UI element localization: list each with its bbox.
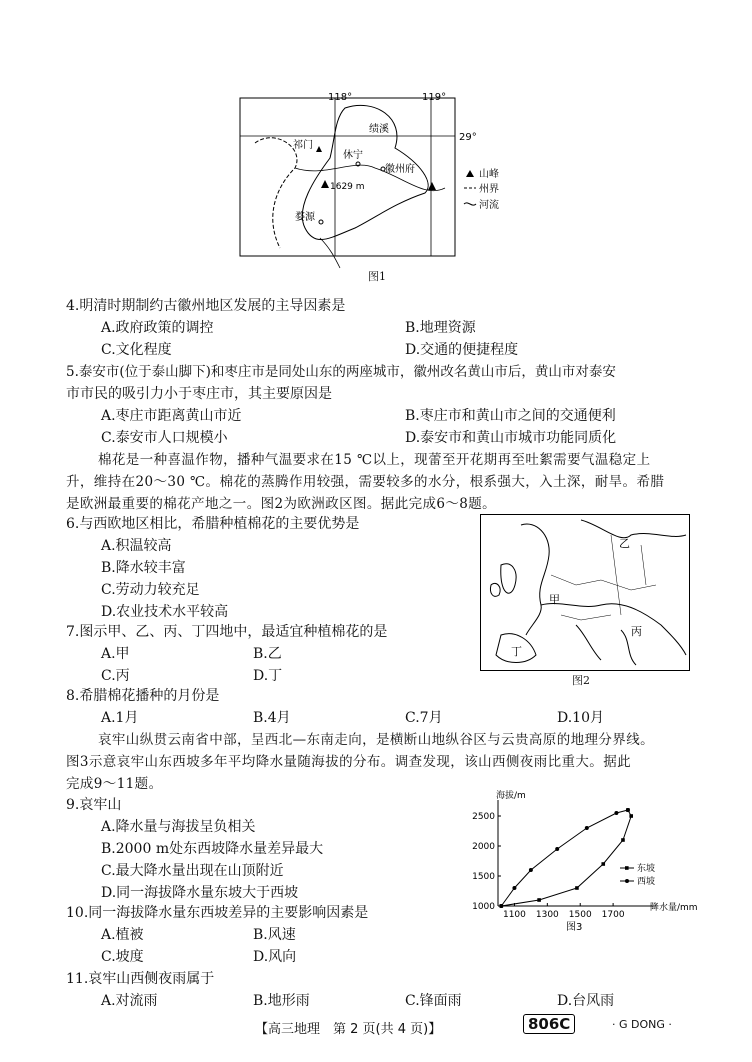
place-qimen: 祁门 [293, 140, 313, 151]
cotton-passage-line-3: 是欧洲最重要的棉花产地之一。图2为欧洲政区图。据此完成6～8题。 [66, 496, 497, 512]
question-6-option-d: D.农业技术水平较高 [101, 604, 229, 620]
place-jixi: 绩溪 [369, 124, 389, 135]
y-tick-label: 2500 [472, 812, 495, 822]
legend-boundary-label: 州界 [479, 184, 499, 195]
question-9-option-d: D.同一海拔降水量东坡大于西坡 [101, 885, 299, 901]
question-10-option-d: D.风向 [253, 949, 297, 965]
data-point-west [512, 886, 516, 890]
qimen-marker [316, 146, 322, 152]
map-label-yi: 乙 [619, 537, 630, 550]
legend-peak-label: 山峰 [479, 169, 499, 180]
question-7-option-b: B.乙 [253, 646, 282, 662]
data-point-east [575, 886, 579, 890]
peak-icon [321, 180, 329, 188]
data-point-east [629, 814, 633, 818]
ailao-passage-line-1: 哀牢山纵贯云南省中部，呈西北—东南走向，是横断山地纵谷区与云贵高原的地理分界线。 [98, 732, 654, 748]
footer-paper-code: 806C [523, 1014, 575, 1034]
question-9-option-c: C.最大降水量出现在山顶附近 [101, 863, 284, 879]
figure-1 [235, 88, 520, 283]
y-tick-label: 1500 [472, 872, 495, 882]
ailao-passage-line-2: 图3示意哀牢山东西坡多年平均降水量随海拔的分布。调查发现，该山西侧夜雨比重大。据此 [66, 754, 631, 770]
x-tick-label: 1300 [535, 910, 559, 920]
data-point-west [555, 847, 559, 851]
question-8-option-c: C.7月 [405, 710, 443, 726]
question-4-option-d: D.交通的便捷程度 [405, 342, 519, 358]
question-6-option-c: C.劳动力较充足 [101, 582, 200, 598]
question-7-stem: 7.图示甲、乙、丙、丁四地中，最适宜种植棉花的是 [66, 624, 388, 640]
place-wuyuan: 婺源 [295, 212, 315, 223]
question-11-option-a: A.对流雨 [101, 993, 158, 1009]
data-point-east [621, 838, 625, 842]
figure-3-caption: 图3 [566, 922, 583, 933]
cotton-passage-line-1: 棉花是一种喜温作物，播种气温要求在15 ℃以上，现蕾至开花期再至吐絮需要气温稳定上 [98, 452, 651, 468]
question-7-option-c: C.丙 [101, 668, 130, 684]
data-point-east [601, 862, 605, 866]
legend-marker-west [625, 879, 629, 883]
question-11-option-d: D.台风雨 [557, 993, 615, 1009]
map-label-bing: 丙 [631, 625, 642, 638]
figure-3 [462, 788, 698, 938]
question-8-stem: 8.希腊棉花播种的月份是 [66, 688, 220, 704]
footer-publisher-mark: · G DONG · [612, 1018, 672, 1031]
figure-1-caption: 图1 [368, 270, 386, 283]
legend-peak-icon [466, 170, 474, 177]
peak-icon [428, 182, 436, 190]
y-tick-label: 2000 [472, 842, 495, 852]
lon-119-label: 119° [422, 92, 447, 103]
question-6-stem: 6.与西欧地区相比，希腊种植棉花的主要优势是 [66, 516, 360, 532]
question-9-stem: 9.哀牢山 [66, 797, 122, 813]
question-10-option-c: C.坡度 [101, 949, 144, 965]
place-xiuning: 休宁 [343, 150, 363, 161]
data-point-west [499, 904, 503, 908]
figure-2-caption: 图2 [572, 674, 590, 687]
question-10-stem: 10.同一海拔降水量东西坡差异的主要影响因素是 [66, 905, 369, 921]
question-11-option-b: B.地形雨 [253, 993, 310, 1009]
x-axis-label: 降水量/mm [650, 903, 698, 913]
question-5-option-c: C.泰安市人口规模小 [101, 430, 228, 446]
data-point-west [585, 826, 589, 830]
legend-river-icon [464, 203, 476, 205]
footer-page-info: 【高三地理 第 2 页(共 4 页)】 [255, 1022, 442, 1037]
data-point-east [537, 898, 541, 902]
question-4-option-b: B.地理资源 [405, 320, 476, 336]
question-4-stem: 4.明清时期制约古徽州地区发展的主导因素是 [66, 298, 346, 314]
peak-elevation-label: 1629 m [330, 182, 365, 192]
series-line-1 [501, 810, 631, 906]
data-point-west [614, 811, 618, 815]
ailao-passage-line-3: 完成9～11题。 [66, 776, 163, 792]
question-6-option-b: B.降水较丰富 [101, 560, 186, 576]
question-9-option-a: A.降水量与海拔呈负相关 [101, 819, 256, 835]
europe-map [481, 515, 689, 670]
figure-2 [480, 514, 690, 671]
y-axis-label: 海拔/m [496, 791, 526, 801]
question-11-option-c: C.锋面雨 [405, 993, 462, 1009]
place-huizhoufu: 徽州府 [385, 164, 415, 175]
legend-label-2: 西坡 [637, 877, 656, 887]
lon-118-label: 118° [328, 92, 353, 103]
altitude-precipitation-chart [462, 788, 698, 938]
cotton-passage-line-2: 升，维持在20～30 ℃。棉花的蒸腾作用较强，需要较多的水分，根系强大，入土深，耐旱。希腊 [66, 474, 665, 490]
question-5-stem: 5.泰安市(位于泰山脚下)和枣庄市是同处山东的两座城市，徽州改名黄山市后，黄山市对泰安 [66, 364, 616, 380]
figure-1-map [235, 88, 520, 283]
question-6-option-a: A.积温较高 [101, 538, 172, 554]
question-5-option-d: D.泰安市和黄山市城市功能同质化 [405, 430, 617, 446]
question-8-option-b: B.4月 [253, 710, 291, 726]
question-10-option-a: A.植被 [101, 927, 144, 943]
legend-marker-east [625, 866, 629, 870]
question-10-option-b: B.风速 [253, 927, 296, 943]
question-4-option-c: C.文化程度 [101, 342, 172, 358]
question-5-option-a: A.枣庄市距离黄山市近 [101, 408, 242, 424]
question-7-option-a: A.甲 [101, 646, 130, 662]
map-label-jia: 甲 [549, 593, 560, 606]
question-11-stem: 11.哀牢山西侧夜雨属于 [66, 971, 215, 987]
lat-29-label: 29° [459, 132, 477, 143]
question-8-option-a: A.1月 [101, 710, 139, 726]
data-point-west [529, 868, 533, 872]
question-9-option-b: B.2000 m处东西坡降水量差异最大 [101, 841, 324, 857]
question-4-option-a: A.政府政策的调控 [101, 320, 214, 336]
x-tick-label: 1500 [568, 910, 592, 920]
question-5-option-b: B.枣庄市和黄山市之间的交通便利 [405, 408, 616, 424]
x-tick-label: 1700 [601, 910, 625, 920]
question-5-stem-line2: 市市民的吸引力小于枣庄市，其主要原因是 [66, 386, 332, 402]
map-label-ding: 丁 [511, 645, 522, 658]
question-7-option-d: D.丁 [253, 668, 283, 684]
legend-label-1: 东坡 [637, 864, 656, 874]
legend-river-label: 河流 [479, 200, 499, 211]
question-8-option-d: D.10月 [557, 710, 604, 726]
y-tick-label: 1000 [472, 902, 495, 912]
x-tick-label: 1100 [502, 910, 526, 920]
data-point-west [626, 808, 630, 812]
